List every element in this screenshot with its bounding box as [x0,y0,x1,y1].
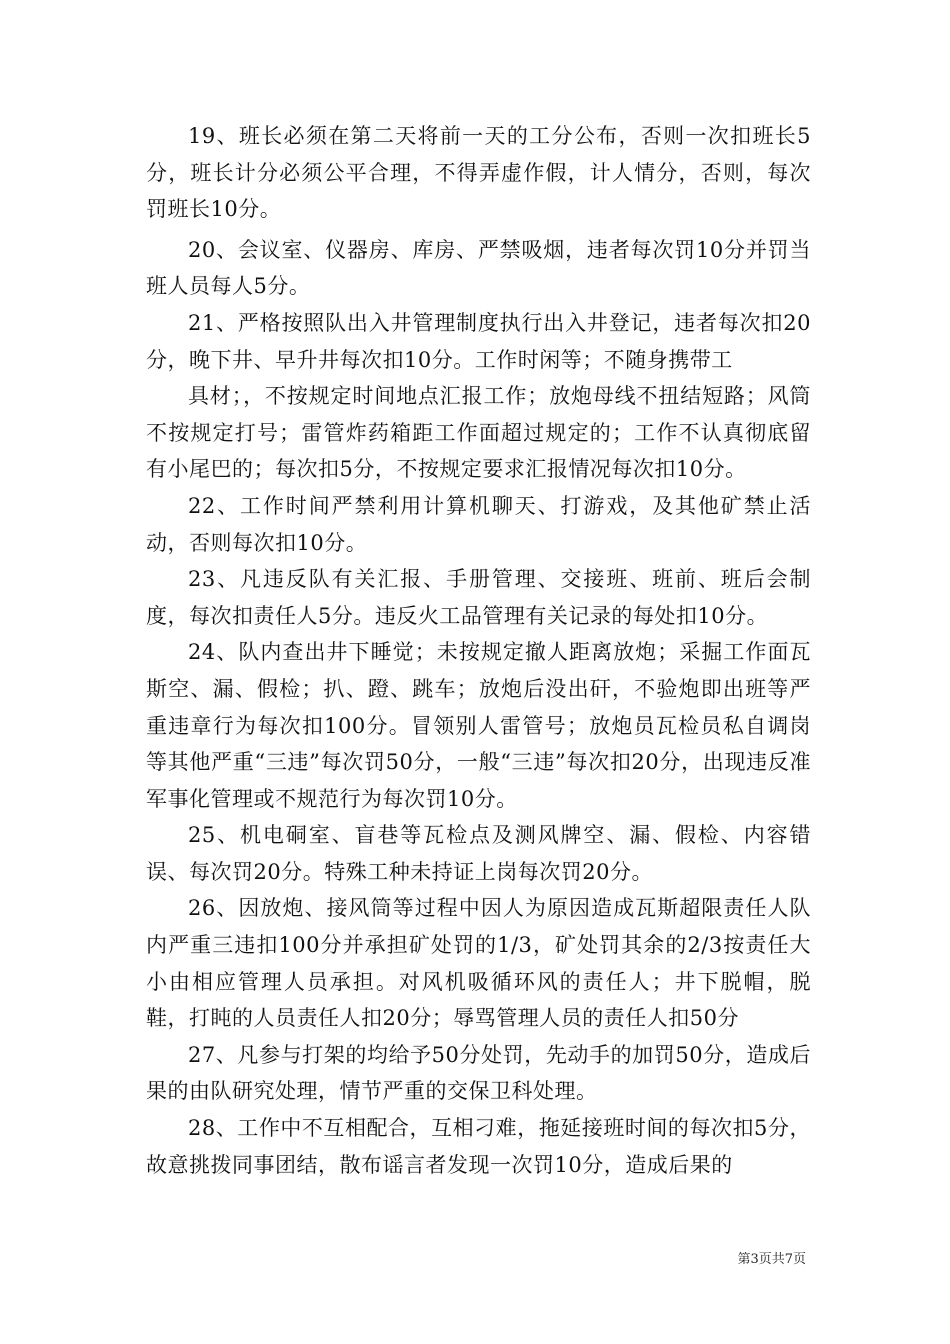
paragraph-21-continued: 具材；，不按规定时间地点汇报工作；放炮母线不扭结短路；风筒不按规定打号；雷管炸药箱距工作面超过规定的；工作不认真彻底留有小尾巴的；每次扣5分，不按规定要求汇报情况每次扣10分。 [146,384,811,482]
paragraph-27: 27、凡参与打架的均给予50分处罚，先动手的加罚50分，造成后果的由队研究处理，情节严重的交保卫科处理。 [146,1042,811,1104]
paragraph-23: 23、凡违反队有关汇报、手册管理、交接班、班前、班后会制度，每次扣责任人5分。违反火工品管理有关记录的每处扣10分。 [146,567,811,628]
paragraph-21: 21、严格按照队出入井管理制度执行出入井登记，违者每次扣20分，晚下井、早升井每次扣10分。工作时闲等；不随身携带工 [146,310,811,372]
paragraph-22: 22、工作时间严禁利用计算机聊天、打游戏，及其他矿禁止活动，否则每次扣10分。 [146,493,811,555]
paragraph-28: 28、工作中不互相配合，互相刁难，拖延接班时间的每次扣5分，故意挑拨同事团结，散布谣言者发现一次罚10分，造成后果的 [146,1116,811,1177]
paragraph-26: 26、因放炮、接风筒等过程中因人为原因造成瓦斯超限责任人队内严重三违扣100分并承担矿处罚的1/3，矿处罚其余的2/3按责任大小由相应管理人员承担。对风机吸循环风的责任人；井下脱帽，脱鞋，打盹的人员责任人扣20分；辱骂管理人员的责任人扣50分 [146,896,811,1031]
document-body [146,118,811,1183]
paragraph-25: 25、机电硐室、盲巷等瓦检点及测风牌空、漏、假检、内容错误、每次罚20分。特殊工种未持证上岗每次罚20分。 [146,823,811,884]
paragraph-24: 24、队内查出井下睡觉；未按规定撤人距离放炮；采掘工作面瓦斯空、漏、假检；扒、蹬、跳车；放炮后没出矸，不验炮即出班等严重违章行为每次扣100分。冒领别人雷管号；放炮员瓦检员私自调岗等其他严重“三违”每次罚50分，一般“三违”每次扣20分，出现违反准军事化管理或不规范行为每次罚10分。 [146,640,811,811]
paragraph-19: 19、班长必须在第二天将前一天的工分公布，否则一次扣班长5分，班长计分必须公平合理，不得弄虚作假，计人情分，否则，每次罚班长10分。 [146,124,811,222]
page-number: 第3页共7页 [737,1252,806,1267]
paragraph-20: 20、会议室、仪器房、库房、严禁吸烟，违者每次罚10分并罚当班人员每人5分。 [146,237,811,299]
